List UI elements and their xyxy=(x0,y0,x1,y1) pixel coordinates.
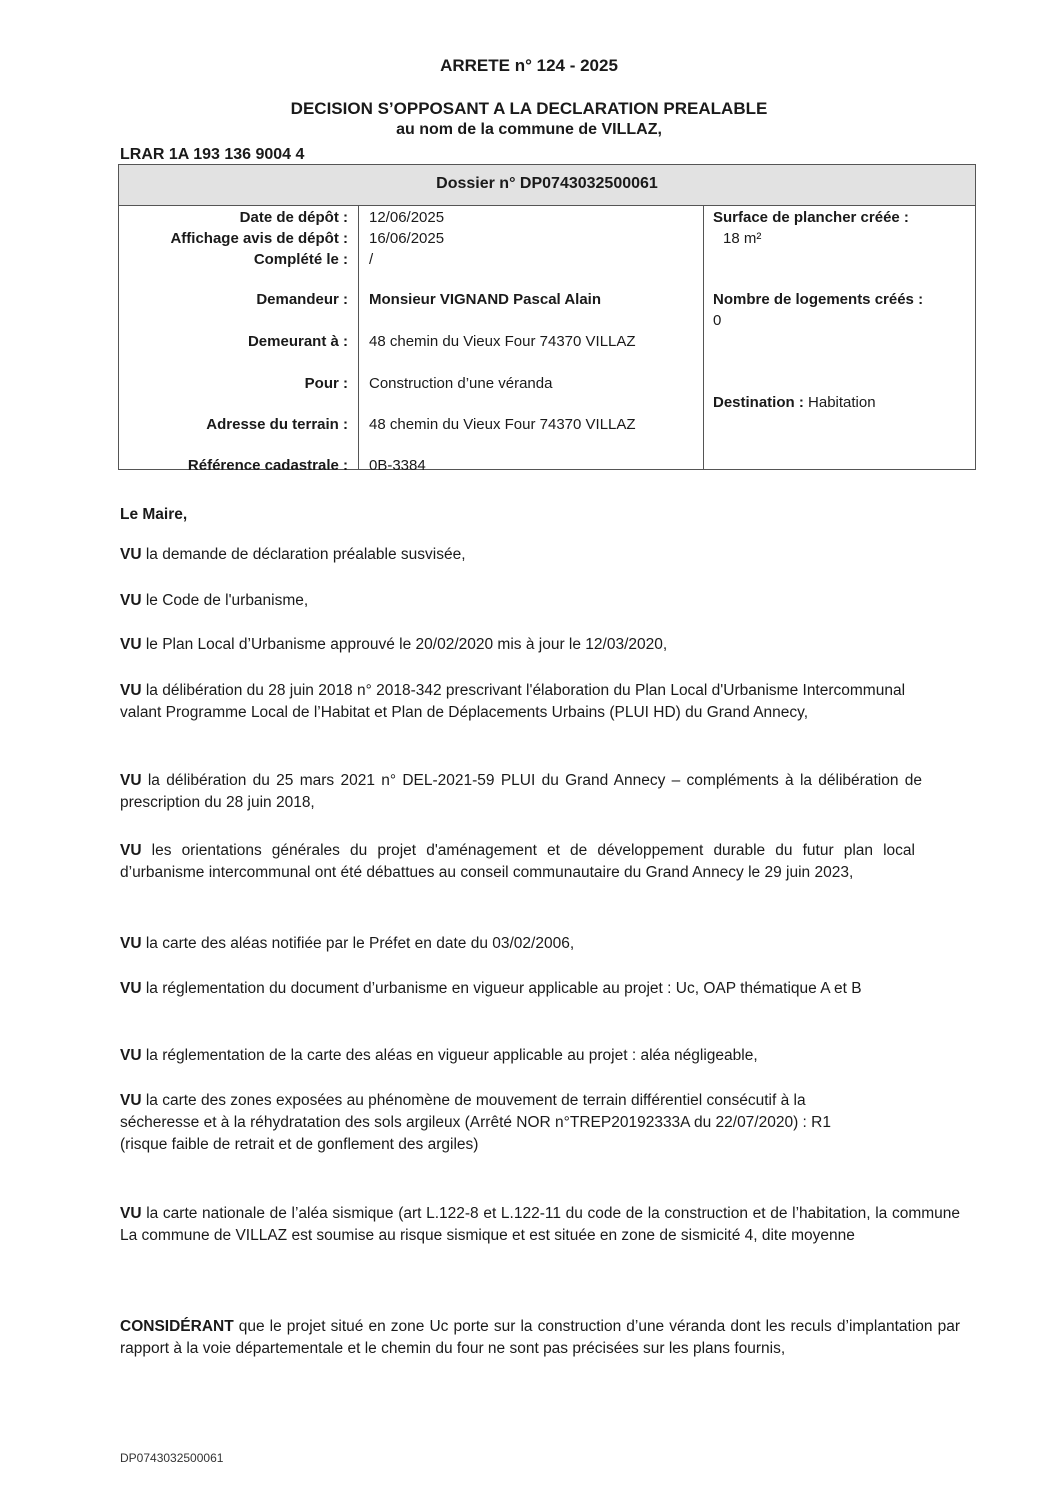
value-adresse: 48 chemin du Vieux Four 74370 VILLAZ xyxy=(369,416,636,433)
label-complete: Complété le : xyxy=(253,251,348,268)
vu-paragraph: VU la carte des zones exposées au phénomène de mouvement de terrain différentiel consécutif à la sécheresse et à la réhydratation des sols argileux (Arrêté NOR n°TREP20192333A du 22/07/2020) : R1 (risque faible de retrait et de gonflement des argiles) xyxy=(120,1092,831,1153)
label-demeurant: Demeurant à : xyxy=(247,333,348,350)
destination-line xyxy=(713,392,876,413)
value-complete: / xyxy=(369,251,374,268)
arrete-number: ARRETE n° 124 - 2025 xyxy=(440,56,618,75)
label-adresse: Adresse du terrain : xyxy=(206,416,348,433)
value-demandeur: Monsieur VIGNAND Pascal Alain xyxy=(369,291,602,308)
vu-paragraph: VU la carte des aléas notifiée par le Préfet en date du 03/02/2006, xyxy=(120,935,575,952)
value-demeurant: 48 chemin du Vieux Four 74370 VILLAZ xyxy=(369,333,636,350)
table-divider xyxy=(703,205,704,469)
dossier-title: Dossier n° DP0743032500061 xyxy=(119,165,975,206)
table-divider xyxy=(358,205,359,469)
label-reference: Référence cadastrale : xyxy=(187,457,348,474)
surface-label: Surface de plancher créée : xyxy=(713,209,909,226)
maire-line: Le Maire, xyxy=(120,506,188,523)
logements-value: 0 xyxy=(713,312,722,329)
destination-value: Habitation xyxy=(808,394,876,411)
destination-label: Destination : xyxy=(713,394,804,411)
value-reference: 0B-3384 xyxy=(369,457,426,474)
vu-paragraph: VU la réglementation du document d’urbanisme en vigueur applicable au projet : Uc, OAP thématique A et B xyxy=(120,980,862,997)
label-affichage: Affichage avis de dépôt : xyxy=(170,230,348,247)
vu-paragraph: VU le Code de l'urbanisme, xyxy=(120,592,309,609)
lrar-number: LRAR 1A 193 136 9004 4 xyxy=(120,146,305,163)
decision-title: DECISION S’OPPOSANT A LA DECLARATION PREALABLE xyxy=(290,99,768,118)
footer-reference: DP0743032500061 xyxy=(120,1451,224,1465)
label-demandeur: Demandeur : xyxy=(256,291,348,308)
surface-value: 18 m² xyxy=(723,230,762,247)
considerant-paragraph: CONSIDÉRANT que le projet situé en zone Uc porte sur la construction d’une véranda dont les reculs d’implantation par rapport à la voie départementale et le chemin du four ne sont pas précisées sur les plans fournis, xyxy=(120,1318,960,1357)
vu-paragraph: VU la carte nationale de l’aléa sismique (art L.122-8 et L.122-11 du code de la construction et de l’habitation, la commune La commune de VILLAZ est soumise au risque sismique et est située en zone de sismicité 4, dite moyenne xyxy=(120,1205,960,1244)
vu-paragraph: VU la demande de déclaration préalable susvisée, xyxy=(120,546,466,563)
value-affichage: 16/06/2025 xyxy=(369,230,445,247)
value-pour: Construction d’une véranda xyxy=(369,375,553,392)
label-pour: Pour : xyxy=(304,375,348,392)
vu-paragraph: VU la délibération du 28 juin 2018 n° 2018-342 prescrivant l'élaboration du Plan Local d'Urbanisme Intercommunal valant Programme Local de l’Habitat et Plan de Déplacements Urbains (PLUI HD) du Grand Annecy, xyxy=(120,682,906,721)
value-date-depot: 12/06/2025 xyxy=(369,209,445,226)
vu-paragraph: VU la délibération du 25 mars 2021 n° DEL-2021-59 PLUI du Grand Annecy – compléments à la délibération de prescription du 28 juin 2018, xyxy=(120,772,922,811)
commune-line: au nom de la commune de VILLAZ, xyxy=(396,121,662,138)
vu-paragraph: VU les orientations générales du projet d'aménagement et de développement durable du futur plan local d’urbanisme intercommunal ont été débattues au conseil communautaire du Grand Annecy le 29 juin 2023, xyxy=(120,842,915,881)
vu-paragraph: VU la réglementation de la carte des aléas en vigueur applicable au projet : aléa négligeable, xyxy=(120,1047,758,1064)
logements-label: Nombre de logements créés : xyxy=(713,291,924,308)
dossier-table xyxy=(118,164,976,474)
vu-paragraph: VU le Plan Local d’Urbanisme approuvé le 20/02/2020 mis à jour le 12/03/2020, xyxy=(120,636,668,653)
label-date-depot: Date de dépôt : xyxy=(239,209,348,226)
